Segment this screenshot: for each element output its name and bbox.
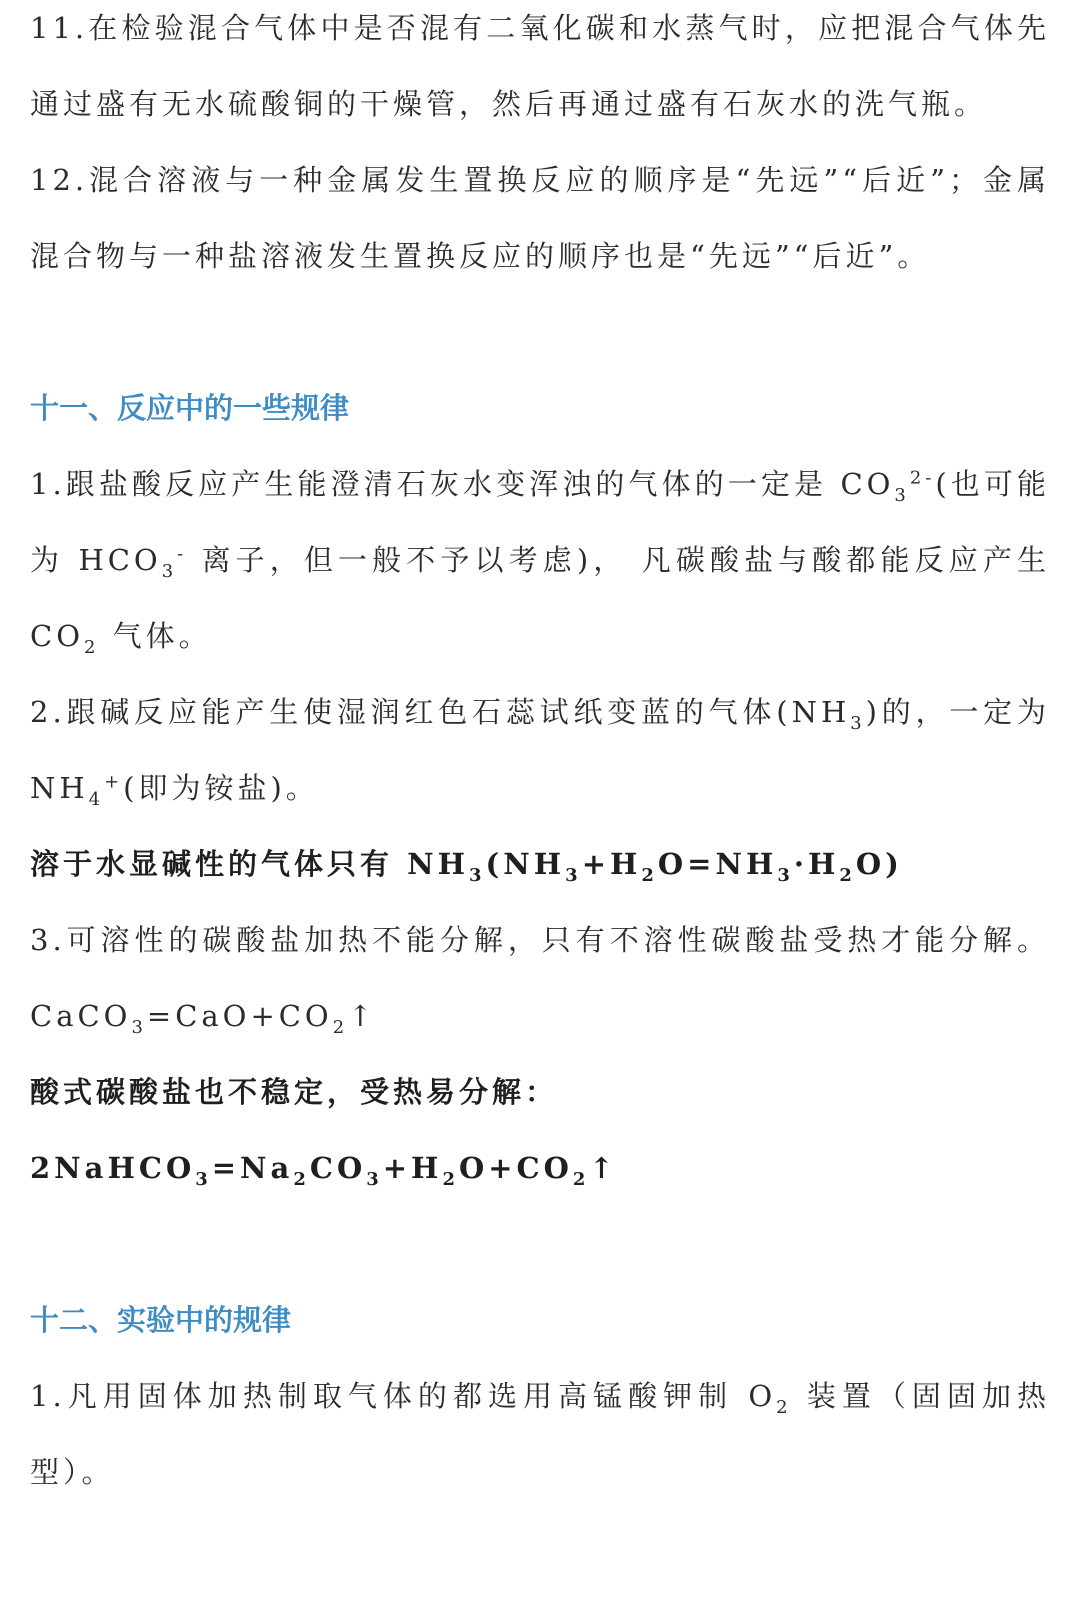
section-heading-11: 十一、反应中的一些规律 — [30, 391, 350, 425]
rule-2-text-end: (即为铵盐)。 — [123, 771, 319, 805]
rule-1-text-mid: (也可能为 HCO — [30, 467, 1050, 577]
rule-1-text: 1.跟盐酸反应产生能澄清石灰水变浑浊的气体的一定是 CO — [30, 467, 895, 501]
bold-line-1-c: O=NH — [657, 847, 778, 881]
bold-line-1-sub-3: 2 — [641, 864, 658, 886]
rule-2-subscript-2: 4 — [88, 788, 105, 810]
section-spacer-2 — [30, 1206, 1050, 1282]
bold-line-1-b: +H — [581, 847, 642, 881]
eq-sub-5: 2 — [572, 1168, 590, 1190]
eq-sub-3: 3 — [366, 1168, 383, 1190]
paragraph-rule-1 — [30, 446, 1050, 674]
bold-line-acid-carbonate: 酸式碳酸盐也不稳定，受热易分解： — [30, 1075, 559, 1109]
rule-1-subscript-3: 2 — [83, 636, 100, 658]
rule-1-superscript-2: - — [177, 543, 188, 565]
rule-1-text-end: 气体。 — [99, 619, 212, 653]
eq-part-e: O+CO — [458, 1151, 573, 1185]
rule-3-text: 3.可溶性的碳酸盐加热不能分解，只有不溶性碳酸盐受热才能分解。 CaCO — [30, 923, 1050, 1033]
eq-sub-2: 2 — [293, 1168, 310, 1190]
paragraph-rule-2 — [30, 674, 1050, 826]
rule-2-text-mid: )的，一定为 NH — [30, 695, 1050, 805]
paragraph-rule-3 — [30, 902, 1050, 1054]
section-heading-12: 十二、实验中的规律 — [30, 1303, 292, 1337]
rule-1-subscript-2: 3 — [161, 560, 178, 582]
rule-2-superscript: + — [104, 771, 124, 793]
bold-line-alkaline-gas — [30, 826, 1050, 902]
exp-rule-1-text-end: 装置（固固加热型）。 — [30, 1379, 1050, 1489]
exp-rule-1-text: 1.凡用固体加热制取气体的都选用高锰酸钾制 O — [30, 1379, 777, 1413]
bold-line-1-sub-4: 3 — [777, 864, 794, 886]
eq-part-f: ↑ — [589, 1151, 618, 1185]
paragraph-exp-rule-1 — [30, 1358, 1050, 1510]
rule-3-subscript-2: 2 — [332, 1016, 349, 1038]
rule-1-superscript: 2- — [909, 467, 936, 489]
bold-line-1-a: (NH — [485, 847, 566, 881]
eq-part-a: 2NaHCO — [30, 1151, 196, 1185]
bold-line-1-sub-1: 3 — [469, 864, 486, 886]
eq-sub-1: 3 — [195, 1168, 212, 1190]
bold-line-1-e: O) — [855, 847, 903, 881]
exp-rule-1-subscript: 2 — [776, 1396, 792, 1418]
paragraph-item-12: 12.混合溶液与一种金属发生置换反应的顺序是“先远”“后近”；金属混合物与一种盐溶液发生置换反应的顺序也是“先远”“后近”。 — [30, 163, 1050, 273]
section-spacer — [30, 294, 1050, 370]
rule-1-text-post: 离子，但一般不予以考虑)， 凡碳酸盐与酸都能反应产生 CO — [30, 543, 1050, 653]
rule-2-subscript: 3 — [850, 712, 866, 734]
bold-line-1-sub-5: 2 — [839, 864, 856, 886]
bold-line-1-d: ·H — [793, 847, 840, 881]
eq-part-c: CO — [309, 1151, 367, 1185]
eq-part-b: =Na — [211, 1151, 294, 1185]
rule-2-text: 2.跟碱反应能产生使湿润红色石蕊试纸变蓝的气体(NH — [30, 695, 851, 729]
rule-1-subscript: 3 — [894, 484, 910, 506]
eq-part-d: +H — [382, 1151, 443, 1185]
paragraph-item-11: 11.在检验混合气体中是否混有二氧化碳和水蒸气时，应把混合气体先通过盛有无水硫酸铜的干燥管，然后再通过盛有石灰水的洗气瓶。 — [30, 11, 1050, 121]
bold-line-1-text: 溶于水显碱性的气体只有 NH — [30, 847, 470, 881]
rule-3-text-end: ↑ — [348, 999, 377, 1033]
rule-3-text-mid: =CaO+CO — [146, 999, 333, 1033]
eq-sub-4: 2 — [442, 1168, 459, 1190]
rule-3-subscript: 3 — [131, 1016, 147, 1038]
bold-line-nahco3-equation — [30, 1130, 1050, 1206]
bold-line-1-sub-2: 3 — [565, 864, 582, 886]
